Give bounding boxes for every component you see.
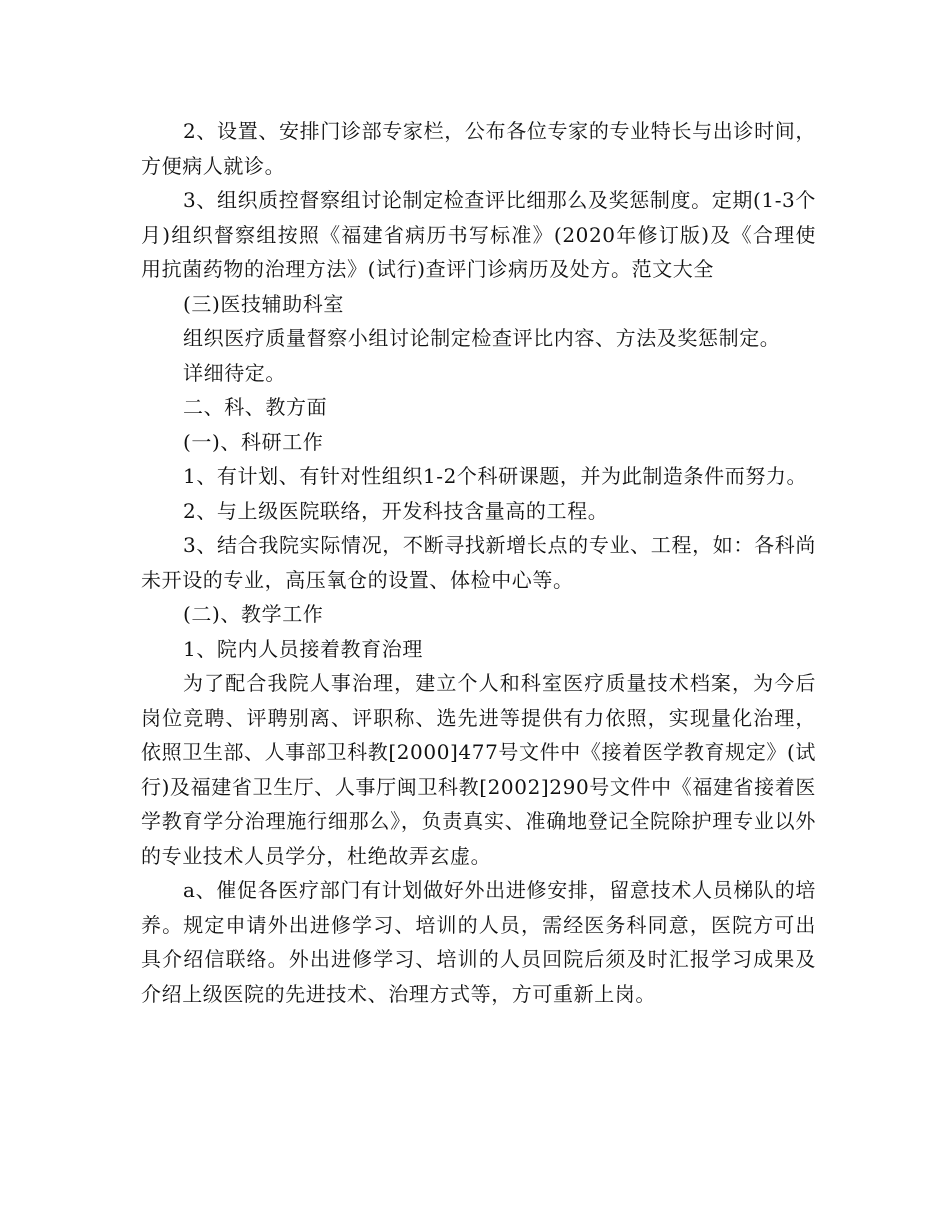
document-body — [141, 114, 816, 1011]
paragraph-personnel-management: 为了配合我院人事治理，建立个人和科室医疗质量技术档案，为今后岗位竞聘、评聘别离、评职称、选先进等提供有力依照，实现量化治理，依照卫生部、人事部卫科教[2000]477号文件中《接着医学教育规定》(试行)及福建省卫生厅、人事厅闽卫科教[2002]290号文件中《福建省接着医学教育学分治理施行细那么》，负责真实、准确地登记全院除护理专业以外的专业技术人员学分，杜绝故弄玄虚。 — [141, 671, 816, 868]
paragraph-liaison: 2、与上级医院联络，开发科技含量高的工程。 — [183, 498, 609, 523]
paragraph-continuing-education: 1、院内人员接着教育治理 — [183, 636, 423, 661]
paragraph-supervision-group: 组织医疗质量督察小组讨论制定检查评比内容、方法及奖惩制定。 — [183, 326, 781, 350]
paragraph-details-pending: 详细待定。 — [183, 360, 286, 385]
subsection-heading-teaching: (二)、教学工作 — [183, 602, 324, 626]
section-heading-medical-tech: (三)医技辅助科室 — [183, 291, 345, 316]
paragraph-expert-column: 2、设置、安排门诊部专家栏，公布各位专家的专业特长与出诊时间，方便病人就诊。 — [141, 119, 816, 178]
subsection-heading-research: (一)、科研工作 — [183, 429, 324, 454]
paragraph-quality-inspection: 3、组织质控督察组讨论制定检查评比细那么及奖惩制度。定期(1-3个月)组织督察组按照《福建省病历书写标准》(2020年修订版)及《合理使用抗菌药物的治理方法》(试行)查评门诊病历及处方。范文大全 — [141, 188, 816, 281]
paragraph-growth-points: 3、结合我院实际情况，不断寻找新增长点的专业、工程，如：各科尚未开设的专业，高压氧仓的设置、体检中心等。 — [141, 533, 816, 592]
paragraph-research-topics: 1、有计划、有针对性组织1-2个科研课题，并为此制造条件而努力。 — [183, 464, 808, 488]
section-heading-research-teaching: 二、科、教方面 — [183, 395, 328, 419]
paragraph-training-arrangement: a、催促各医疗部门有计划做好外出进修安排，留意技术人员梯队的培养。规定申请外出进修学习、培训的人员，需经医务科同意，医院方可出具介绍信联络。外出进修学习、培训的人员回院后须及时汇报学习成果及介绍上级医院的先进技术、治理方式等，方可重新上岗。 — [141, 878, 816, 1006]
